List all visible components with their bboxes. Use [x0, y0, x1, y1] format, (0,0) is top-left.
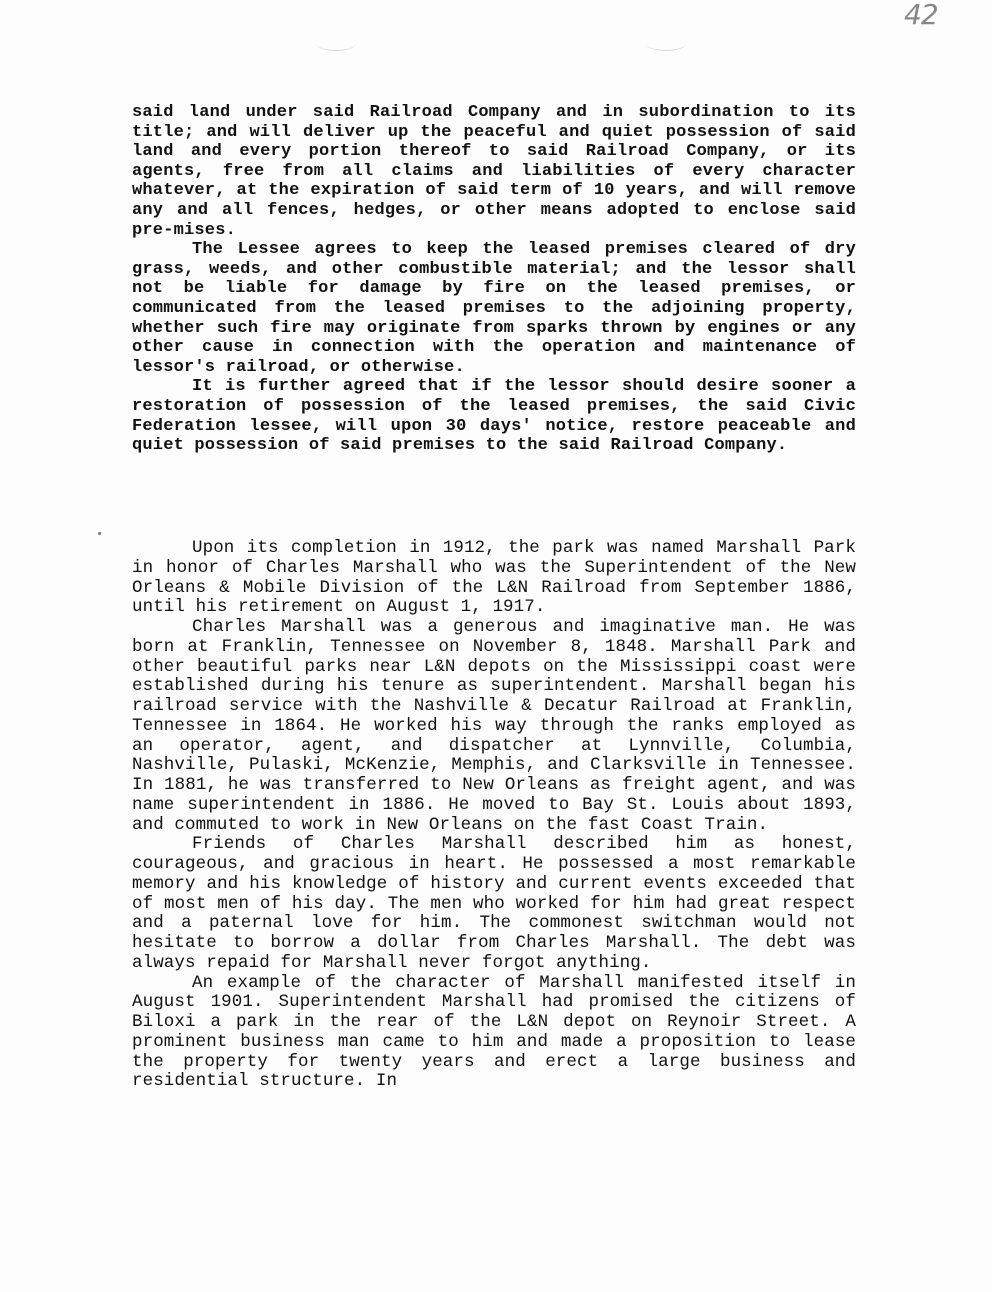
history-paragraph-character: Friends of Charles Marshall described him as honest, courageous, and gracious in heart. He possessed a most remarkable memory and his knowledge of history and current events exceeded that of most men of his day. The men who worked for him had great respect and a paternal love for him. The commonest switchman would not hesitate to borrow a dollar from Charles Marshall. The debt was always repaid for Marshall never forgot anything. — [132, 834, 856, 973]
lease-quote-block — [132, 103, 856, 456]
punch-hole-mark-left — [316, 36, 356, 51]
history-paragraph-biloxi-park: An example of the character of Marshall manifested itself in August 1901. Superintendent Marshall had promised the citizens of Biloxi a park in the rear of the L&N depot on Reynoir Street. A prominent business man came to him and made a proposition to lease the property for twenty years and erect a large business and residential structure. In — [132, 972, 856, 1092]
lease-paragraph-fire-clause: The Lessee agrees to keep the leased premises cleared of dry grass, weeds, and other combustible material; and the lessor shall not be liable for damage by fire on the leased premises, or communicated from the leased premises to the adjoining property, whether such fire may originate from sparks thrown by engines or any other cause in connection with the operation and maintenance of lessor's railroad, or otherwise. — [132, 240, 856, 377]
history-paragraph-park-naming: Upon its completion in 1912, the park was named Marshall Park in honor of Charles Marshall who was the Superintendent of the New Orleans & Mobile Division of the L&N Railroad from September 1886, until his retirement on August 1, 1917. — [132, 538, 856, 618]
lease-paragraph-restoration-clause: It is further agreed that if the lessor should desire sooner a restoration of possession of the leased premises, the said Civic Federation lessee, will upon 30 days' notice, restore peaceable and quiet possession of said premises to the said Railroad Company. — [132, 377, 856, 456]
scan-speck — [98, 532, 101, 535]
history-paragraph-biography: Charles Marshall was a generous and imaginative man. He was born at Franklin, Tennessee on November 8, 1848. Marshall Park and other beautiful parks near L&N depots on the Mississippi coast were established during his tenure as superintendent. Marshall began his railroad service with the Nashville & Decatur Railroad at Franklin, Tennessee in 1864. He worked his way through the ranks employed as an operator, agent, and dispatcher at Lynnville, Columbia, Nashville, Pulaski, McKenzie, Memphis, and Clarksville in Tennessee. In 1881, he was transferred to New Orleans as freight agent, and was name superintendent in 1886. He moved to Bay St. Louis about 1893, and commuted to work in New Orleans on the fast Coast Train. — [132, 617, 856, 835]
punch-hole-mark-right — [646, 36, 686, 51]
history-text-block — [132, 539, 856, 1092]
handwritten-page-number: 42 — [904, 0, 938, 31]
lease-paragraph-continuation: said land under said Railroad Company and in subordination to its title; and will deliver up the peaceful and quiet possession of said land and every portion thereof to said Railroad Company, or its agents, free from all claims and liabilities of every character whatever, at the expiration of said term of 10 years, and will remove any and all fences, hedges, or other means adopted to enclose said pre-mises. — [132, 103, 856, 240]
